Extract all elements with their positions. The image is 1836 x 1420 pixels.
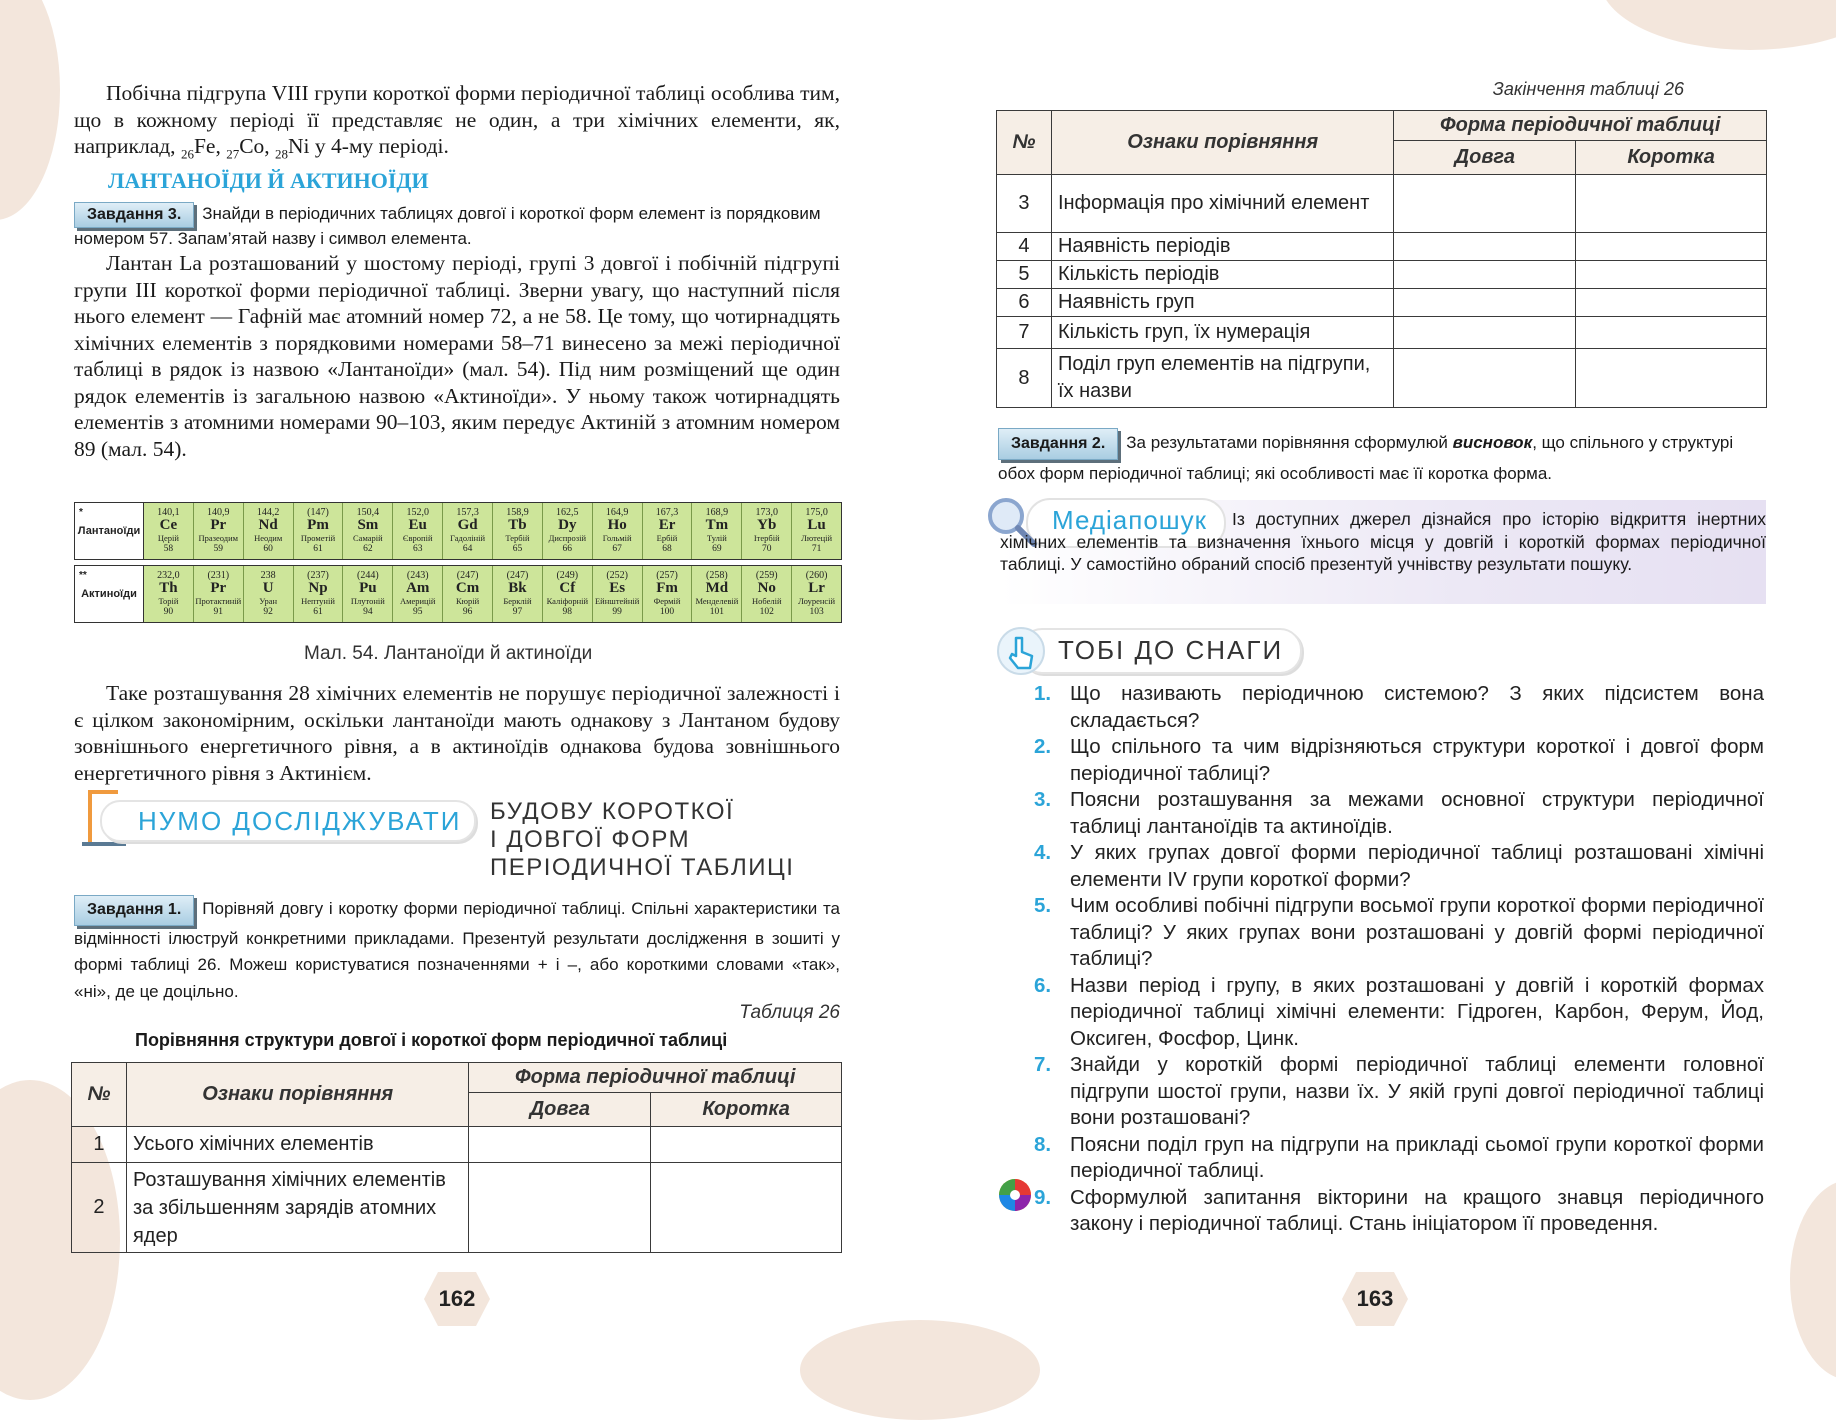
element-symbol: Tb: [508, 517, 527, 533]
table-header-form: Форма періодичної таблиці: [469, 1063, 842, 1093]
element-z: 70: [761, 544, 772, 554]
element-mass: 167,3: [655, 507, 679, 518]
element-mass: 162,5: [556, 507, 579, 518]
element-mass: (237): [307, 570, 329, 581]
element-name: Торій: [158, 596, 179, 606]
element-name: Церій: [157, 533, 179, 543]
question-number: 6.: [1034, 973, 1052, 997]
task-2-label: Завдання 2.: [998, 428, 1118, 460]
element-symbol: Tm: [705, 517, 729, 533]
question-item: [1034, 893, 1764, 973]
element-z: 61: [313, 607, 323, 617]
element-name: Гольмій: [602, 533, 632, 543]
question-item: [1034, 973, 1764, 1053]
element-z: 90: [163, 607, 174, 617]
element-mass: 144,2: [256, 507, 280, 518]
element-symbol: Sm: [357, 517, 379, 533]
question-text: Назви період і групу, в яких розташовані у довгій і короткій формах періодичної таблиці хімічні елементи: Гідроген, Карбон, Ферум, Йод, Оксиген, Фосфор, Цинк.: [1070, 973, 1764, 1050]
element-mass: 175,0: [805, 507, 828, 518]
element-mass: 173,0: [755, 507, 778, 518]
question-text: Що спільного та чим відрізняються структури короткої і довгої форм періодичної таблиці?: [1070, 735, 1764, 785]
element-mass: 232,0: [157, 570, 180, 581]
task-1-label: Завдання 1.: [74, 895, 194, 926]
table-header-form: Форма періодичної таблиці: [1394, 111, 1767, 141]
page-number-left: 162: [424, 1272, 490, 1326]
element-cell-er: [643, 503, 693, 559]
table-title: Порівняння структури довгої і короткої форм періодичної таблиці: [135, 1030, 728, 1050]
question-text: Знайди у короткій формі періодичної таблиці елементи головної підгрупи шостої групи, назви їх. У якій групі довгої періодичної таблиці вони розташовані?: [1070, 1053, 1764, 1129]
element-name: Плутоній: [350, 596, 385, 606]
element-mass: 238: [260, 570, 276, 581]
element-symbol: Ho: [607, 517, 627, 533]
table-row: 3 Інформація про хімічний елемент: [997, 175, 1767, 233]
element-cell-pr: [194, 503, 244, 559]
element-cell-lr: [792, 566, 841, 622]
element-z: 102: [759, 607, 774, 617]
question-item: [1034, 1132, 1764, 1185]
actinides-label: ** Актиноїди: [75, 566, 144, 622]
questions-title: ТОБІ ДО СНАГИ: [1058, 635, 1284, 665]
element-z: 71: [811, 544, 822, 554]
element-name: Уран: [259, 596, 278, 606]
element-name: Диспрозій: [548, 533, 587, 543]
element-name: Менделевій: [695, 596, 739, 606]
element-z: 63: [412, 544, 423, 554]
comparison-table-part1: [71, 1062, 842, 1253]
element-z: 65: [512, 544, 523, 554]
element-name: Протактиній: [195, 596, 242, 606]
element-mass: (147): [307, 507, 329, 518]
question-number: 2.: [1034, 735, 1052, 758]
element-cell-ce: [144, 503, 194, 559]
element-name: Лоуренсій: [798, 596, 836, 606]
table-label: Таблиця 26: [739, 1002, 840, 1023]
element-symbol: Gd: [457, 517, 478, 533]
element-z: 67: [612, 544, 622, 554]
element-cell-np: [294, 566, 344, 622]
element-symbol: Yb: [757, 517, 777, 533]
question-text: Сформулюй запитання вікторини на кращого знавця періодичного закону і періодичної таблиці. Стань ініціатором її проведення.: [1070, 1185, 1764, 1235]
intro-paragraph: Побічна підгрупа VIII групи короткої форми періодичної таблиці особлива тим, що в кожному періоді її представляє не один, а три хімічних елементи, як, наприклад, $_{26}$Fe, $_{27}$Co, $_{28}$Ni у 4-му періоді.: [74, 81, 840, 162]
question-item: [1034, 787, 1764, 840]
element-z: 58: [163, 544, 174, 554]
table-header-num: №: [997, 111, 1052, 175]
element-z: 97: [512, 607, 523, 617]
element-cell-pu: [343, 566, 393, 622]
element-z: 91: [213, 607, 224, 617]
table-header-criteria: Ознаки порівняння: [1051, 111, 1394, 175]
element-z: 66: [562, 544, 573, 554]
element-symbol: Pr: [210, 580, 227, 596]
element-name: Фермій: [653, 596, 681, 606]
element-mass: (243): [406, 570, 429, 581]
table-row: 7 Кількість груп, їх нумерація: [997, 317, 1767, 349]
element-name: Берклій: [503, 596, 532, 606]
element-symbol: Np: [308, 580, 328, 596]
task-2: Завдання 2. За результатами порівняння сформулюй висновок, що спільного у структурі обох форм періодичної таблиці; які особливості має її коротка форма.: [998, 428, 1764, 488]
element-symbol: Nd: [258, 517, 278, 533]
element-symbol: Eu: [408, 517, 427, 533]
element-mass: 150,4: [356, 507, 380, 518]
element-name: Гадоліній: [450, 533, 486, 543]
element-z: 103: [809, 607, 824, 617]
table-header-criteria: Ознаки порівняння: [126, 1063, 469, 1127]
element-name: Європій: [402, 533, 433, 543]
element-symbol: Lu: [807, 517, 826, 533]
question-number: 9.: [1034, 1185, 1052, 1209]
element-name: Неодим: [254, 533, 283, 543]
element-z: 94: [363, 607, 373, 617]
question-number: 1.: [1034, 682, 1052, 705]
element-mass: 152,0: [406, 507, 429, 518]
research-banner-subtitle: БУДОВУ КОРОТКОЇ І ДОВГОЇ ФОРМ ПЕРІОДИЧНОЇ ТАБЛИЦІ: [490, 798, 795, 881]
questions-list: [1034, 681, 1764, 1238]
table-row: 1 Усього хімічних елементів: [72, 1127, 842, 1163]
element-name: Тербій: [505, 533, 530, 543]
element-cell-fm: [643, 566, 693, 622]
element-z: 68: [662, 544, 672, 554]
page-number-right: 163: [1342, 1272, 1408, 1326]
research-banner-title: НУМО ДОСЛІДЖУВАТИ: [138, 806, 462, 836]
question-item: [1034, 1185, 1764, 1238]
table-header-long: Довга: [1394, 141, 1576, 175]
figure-caption: Мал. 54. Лантаноїди й актиноїди: [304, 643, 593, 664]
element-cell-ho: [593, 503, 643, 559]
table-row: 4 Наявність періодів: [997, 233, 1767, 261]
element-mass: 168,9: [705, 507, 729, 518]
question-number: 7.: [1034, 1053, 1052, 1076]
element-cell-pr: [194, 566, 244, 622]
element-mass: (252): [606, 570, 628, 581]
lanthanides-label: * Лантаноїди: [75, 503, 144, 559]
table-header-short: Коротка: [1576, 141, 1767, 175]
element-symbol: Pr: [210, 517, 227, 533]
element-cell-u: [244, 566, 294, 622]
task-3: [74, 202, 840, 250]
element-name: Нобелій: [751, 596, 782, 606]
element-cell-cf: [543, 566, 593, 622]
element-cell-cm: [443, 566, 493, 622]
element-name: Прометій: [300, 533, 336, 543]
element-z: 100: [659, 607, 675, 617]
question-text: У яких групах довгої форми періодичної таблиці розташовані хімічні елементи IV групи короткої форми?: [1070, 841, 1764, 891]
question-item: [1034, 734, 1764, 787]
table-row: 2 Розташування хімічних елементів за збільшенням зарядів атомних ядер: [72, 1163, 842, 1253]
element-cell-es: [593, 566, 643, 622]
element-symbol: Cm: [455, 580, 480, 596]
element-z: 95: [412, 607, 423, 617]
element-cell-am: [393, 566, 443, 622]
table-row: 6 Наявність груп: [997, 289, 1767, 317]
question-text: Поясни поділ груп на підгрупи на прикладі сьомої групи короткої форми періодичної таблиці.: [1070, 1132, 1764, 1182]
element-cell-sm: [343, 503, 393, 559]
element-symbol: Bk: [508, 580, 527, 596]
element-cell-eu: [393, 503, 443, 559]
element-symbol: No: [757, 580, 776, 596]
element-cell-bk: [493, 566, 543, 622]
element-mass: (258): [706, 570, 728, 581]
paragraph-lanthanum: Лантан La розташований у шостому періоді, групі 3 довгої і побічній підгрупі групи III короткої форми періодичної таблиці. Зверни увагу, що наступний після нього елемент — Гафній має атомний номер 72, а не 58. Це тому, що чотирнадцять хімічних елементів з порядковими номерами 58–71 винесено за межі періодичної таблиці в рядок із назвою «Лантаноїди» (мал. 54). Під ним розміщений ще один рядок елементів із загальною назвою «Актиноїди». У ньому також чотирнадцять елементів з атомними номерами 90–103, яким передує Актиній з атомним номером 89 (мал. 54).: [74, 251, 840, 461]
element-mass: (257): [656, 570, 678, 581]
section-heading: ЛАНТАНОЇДИ Й АКТИНОЇДИ: [108, 168, 429, 193]
media-search-title: Медіапошук: [1052, 505, 1208, 535]
element-z: 62: [363, 544, 373, 554]
element-symbol: Er: [658, 517, 676, 533]
element-symbol: Cf: [559, 580, 576, 596]
element-mass: (259): [755, 570, 778, 581]
element-name: Ітербій: [753, 533, 780, 543]
element-mass: 157,3: [456, 507, 479, 518]
element-name: Ербій: [656, 533, 678, 543]
left-page: [0, 0, 918, 1360]
element-mass: (260): [805, 570, 828, 581]
question-number: 8.: [1034, 1132, 1052, 1156]
element-symbol: Pm: [307, 517, 329, 533]
table-header-short: Коротка: [651, 1093, 842, 1127]
task-1-text: Порівняй довгу і коротку форми періодичної таблиці. Спільні характеристики та відмінності ілюструй конкретними прикладами. Презентуй результати дослідження в зошиті у формі таблиці 26. Можеш користуватися позначеннями + і –, або короткими словами «так», «ні», де це доцільно.: [74, 899, 840, 1001]
element-cell-tb: [493, 503, 543, 559]
element-cell-dy: [543, 503, 593, 559]
element-cell-yb: [742, 503, 792, 559]
element-name: Лютецій: [801, 533, 833, 543]
element-name: Празеодим: [198, 533, 239, 543]
paragraph-placement: Таке розташування 28 хімічних елементів не порушує періодичної залежності і є цілком закономірним, оскільки лантаноїди мають однакову з Лантаном будову зовнішнього енергетичного рівня, а в актиноїдів однакова будова зовнішнього енергетичного рівня з Актинієм.: [74, 681, 840, 785]
element-mass: (231): [207, 570, 230, 581]
element-cell-th: [144, 566, 194, 622]
element-symbol: Ce: [159, 517, 178, 533]
element-mass: 140,1: [157, 507, 180, 518]
task-3-text: Знайди в періодичних таблицях довгої і короткої форм елемент із порядковим номером 57. Запам’ятай назву і символ елемента.: [74, 204, 821, 248]
element-cell-gd: [443, 503, 493, 559]
question-number: 5.: [1034, 894, 1052, 917]
table-row: 8 Поділ груп елементів на підгрупи, їх назви: [997, 349, 1767, 408]
comparison-table-part2: [996, 110, 1767, 408]
question-text: Поясни розташування за межами основної структури періодичної таблиці лантаноїдів та актиноїдів.: [1070, 788, 1764, 838]
element-z: 64: [462, 544, 473, 554]
element-symbol: Am: [406, 580, 430, 596]
element-cell-md: [692, 566, 742, 622]
element-cell-nd: [244, 503, 294, 559]
element-mass: (247): [506, 570, 529, 581]
element-symbol: Pu: [359, 580, 377, 596]
table-header-num: №: [72, 1063, 127, 1127]
question-item: [1034, 1052, 1764, 1132]
element-name: Тулій: [706, 533, 727, 543]
element-z: 92: [263, 607, 273, 617]
table-continuation-label: Закінчення таблиці 26: [1492, 79, 1684, 99]
element-name: Кюрій: [455, 596, 480, 606]
element-symbol: Lr: [808, 580, 825, 596]
element-z: 60: [263, 544, 273, 554]
element-mass: (247): [456, 570, 479, 581]
color-wheel-icon: [998, 1178, 1032, 1212]
question-text: Що називають періодичною системою? З яких підсистем вона складається?: [1070, 682, 1764, 732]
element-symbol: Th: [159, 580, 178, 596]
task-1: [74, 895, 840, 1005]
element-cell-lu: [792, 503, 841, 559]
table-header-long: Довга: [469, 1093, 651, 1127]
element-symbol: Md: [705, 580, 729, 596]
task-3-label: Завдання 3.: [74, 202, 194, 228]
question-item: [1034, 840, 1764, 893]
question-text: Чим особливі побічні підгрупи восьмої групи короткої форми періодичної таблиці? У яких групах вони розташовані у довгій формі періодичної таблиці?: [1070, 894, 1764, 970]
element-z: 69: [712, 544, 722, 554]
media-search-text: Із доступних джерел дізнайся про історію відкриття інертних хімічних елементів та визначення їхнього місця у довгій і короткій формах періодичної таблиці. У самостійно обраний спосіб презентуй учнівству результати пошуку.: [1000, 509, 1766, 574]
element-name: Каліфорній: [546, 596, 589, 606]
element-mass: 164,9: [605, 507, 629, 518]
element-mass: 158,9: [506, 507, 529, 518]
element-z: 98: [562, 607, 573, 617]
table-row: 5 Кількість періодів: [997, 261, 1767, 289]
element-z: 96: [462, 607, 473, 617]
element-mass: (249): [556, 570, 579, 581]
element-z: 61: [313, 544, 323, 554]
element-name: Самарій: [353, 533, 383, 543]
element-z: 59: [213, 544, 224, 554]
element-name: Нептуній: [301, 596, 335, 606]
question-item: [1034, 681, 1764, 734]
element-name: Америцій: [399, 596, 436, 606]
element-symbol: Dy: [558, 517, 577, 533]
element-mass: (244): [357, 570, 379, 581]
pointing-hand-icon: [996, 624, 1046, 678]
element-cell-no: [742, 566, 792, 622]
actinides-row: [74, 565, 842, 623]
element-z: 101: [709, 607, 724, 617]
element-cell-tm: [692, 503, 742, 559]
element-z: 99: [612, 607, 622, 617]
element-symbol: U: [262, 580, 274, 596]
question-number: 3.: [1034, 788, 1052, 811]
lanthanides-row: [74, 502, 842, 560]
question-number: 4.: [1034, 841, 1052, 864]
element-name: Ейнштейній: [594, 596, 640, 606]
element-cell-pm: [294, 503, 344, 559]
element-symbol: Fm: [656, 580, 678, 596]
element-symbol: Es: [609, 580, 626, 596]
element-mass: 140,9: [207, 507, 230, 518]
